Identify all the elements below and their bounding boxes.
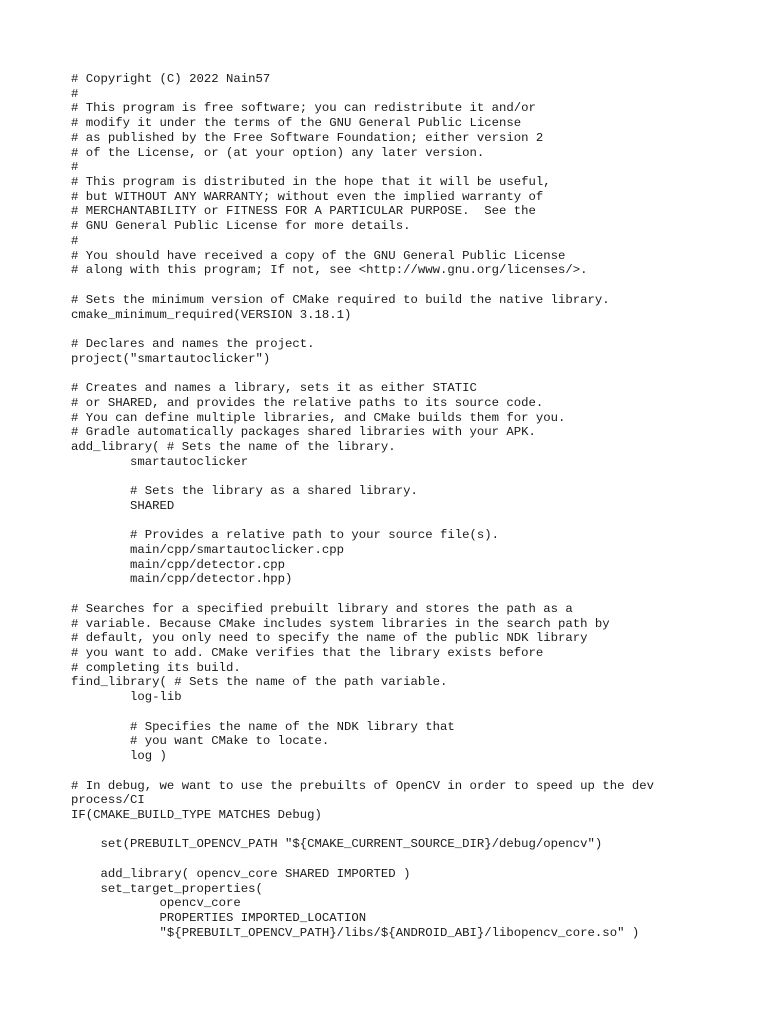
- code-line: log ): [71, 749, 167, 764]
- code-line: # Provides a relative path to your source file(s).: [71, 528, 500, 543]
- code-line: add_library( opencv_core SHARED IMPORTED ): [71, 866, 411, 881]
- code-line: # This program is distributed in the hope that it will be useful,: [71, 175, 551, 190]
- code-line: [71, 852, 654, 867]
- code-line: main/cpp/detector.hpp): [71, 572, 293, 587]
- code-line: [71, 823, 654, 838]
- code-line: # of the License, or (at your option) any later version.: [71, 145, 485, 160]
- code-line: [71, 278, 654, 293]
- code-line: [71, 366, 654, 381]
- code-line: # This program is free software; you can redistribute it and/or: [71, 101, 536, 116]
- code-line: #: [71, 233, 79, 248]
- code-line: # Searches for a specified prebuilt library and stores the path as a: [71, 601, 573, 616]
- code-line: # You can define multiple libraries, and CMake builds them for you.: [71, 410, 566, 425]
- code-line: # Sets the minimum version of CMake required to build the native library.: [71, 292, 610, 307]
- code-line: log-lib: [71, 690, 182, 705]
- code-line: #: [71, 160, 79, 175]
- code-line: # Copyright (C) 2022 Nain57: [71, 72, 271, 86]
- code-line: project("smartautoclicker"): [71, 351, 271, 366]
- code-line: set_target_properties(: [71, 881, 263, 896]
- code-line: [71, 587, 654, 602]
- code-line: #: [71, 86, 79, 101]
- code-line: main/cpp/smartautoclicker.cpp: [71, 543, 345, 557]
- code-line: [71, 705, 654, 720]
- code-line: # or SHARED, and provides the relative paths to its source code.: [71, 395, 544, 410]
- code-line: add_library( # Sets the name of the library.: [71, 439, 396, 454]
- code-line: # but WITHOUT ANY WARRANTY; without even the implied warranty of: [71, 189, 544, 204]
- code-line: # as published by the Free Software Foundation; either version 2: [71, 130, 544, 145]
- code-line: # Gradle automatically packages shared libraries with your APK.: [71, 425, 536, 440]
- code-line: # MERCHANTABILITY or FITNESS FOR A PARTICULAR PURPOSE. See the: [71, 204, 536, 219]
- code-line: # Declares and names the project.: [71, 336, 315, 351]
- code-line: find_library( # Sets the name of the path variable.: [71, 675, 448, 690]
- code-line: [71, 469, 654, 484]
- code-line: PROPERTIES IMPORTED_LOCATION: [71, 910, 367, 925]
- code-line: [71, 764, 654, 779]
- code-line: # You should have received a copy of the GNU General Public License: [71, 248, 566, 263]
- code-line: # you want CMake to locate.: [71, 734, 330, 749]
- code-line: main/cpp/detector.cpp: [71, 557, 286, 572]
- code-line: opencv_core: [71, 896, 241, 911]
- code-line: # GNU General Public License for more details.: [71, 219, 411, 234]
- code-line: smartautoclicker: [71, 454, 249, 469]
- code-line: # default, you only need to specify the name of the public NDK library: [71, 631, 588, 646]
- cmake-source-listing: [71, 72, 654, 940]
- code-line: # Specifies the name of the NDK library that: [71, 719, 455, 734]
- code-line: "${PREBUILT_OPENCV_PATH}/libs/${ANDROID_ABI}/libopencv_core.so" ): [71, 925, 640, 940]
- code-line: # In debug, we want to use the prebuilts of OpenCV in order to speed up the dev: [71, 778, 654, 793]
- code-line: IF(CMAKE_BUILD_TYPE MATCHES Debug): [71, 807, 322, 822]
- code-line: set(PREBUILT_OPENCV_PATH "${CMAKE_CURRENT_SOURCE_DIR}/debug/opencv"): [71, 837, 603, 852]
- code-line: [71, 514, 654, 529]
- code-line: SHARED: [71, 498, 175, 513]
- code-line: process/CI: [71, 793, 145, 808]
- code-line: # along with this program; If not, see <http://www.gnu.org/licenses/>.: [71, 263, 588, 278]
- code-line: cmake_minimum_required(VERSION 3.18.1): [71, 307, 352, 322]
- code-line: [71, 322, 654, 337]
- code-line: # Creates and names a library, sets it as either STATIC: [71, 381, 477, 396]
- code-line: # completing its build.: [71, 660, 241, 675]
- code-line: # Sets the library as a shared library.: [71, 484, 418, 499]
- code-line: # you want to add. CMake verifies that the library exists before: [71, 646, 544, 661]
- code-line: # variable. Because CMake includes system libraries in the search path by: [71, 616, 610, 631]
- code-line: # modify it under the terms of the GNU General Public License: [71, 116, 522, 131]
